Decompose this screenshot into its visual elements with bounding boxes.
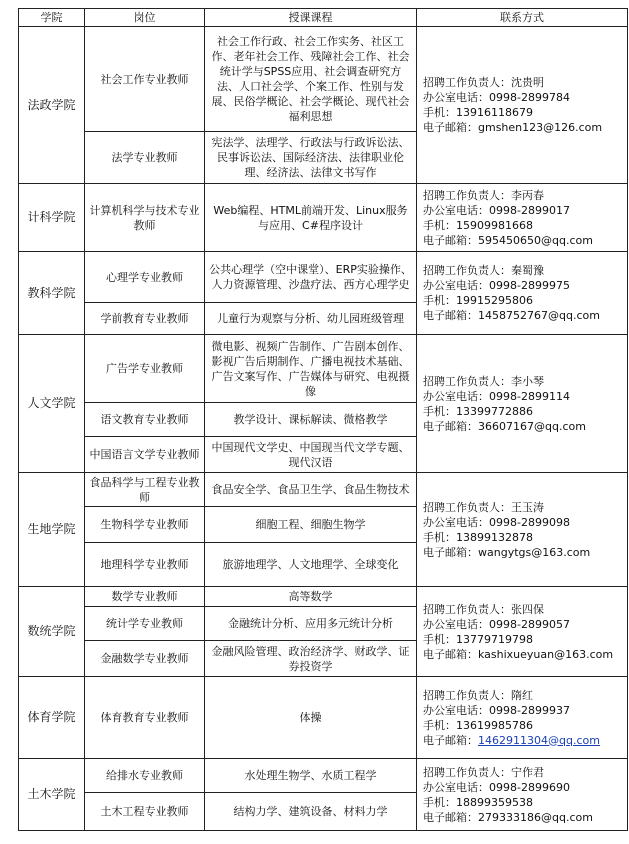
position-title: 生物科学专业教师 — [85, 507, 205, 543]
course-list: 中国现代文学史、中国现当代文学专题、现代汉语 — [205, 437, 417, 473]
contact-mobile: 手机：13779719798 — [423, 632, 533, 646]
contact-recruiter: 招聘工作负责人：张四保 — [423, 602, 544, 616]
position-title: 食品科学与工程专业教师 — [85, 473, 205, 507]
contact-mobile: 手机：18899359538 — [423, 795, 533, 809]
contact-email: 电子邮箱：595450650@qq.com — [423, 233, 593, 247]
course-list: 结构力学、建筑设备、材料力学 — [205, 793, 417, 831]
table-row — [19, 473, 628, 507]
table-row — [19, 27, 628, 132]
position-title: 广告学专业教师 — [85, 335, 205, 403]
position-title: 数学专业教师 — [85, 587, 205, 607]
header-contact: 联系方式 — [417, 9, 628, 27]
contact-info — [417, 335, 628, 473]
position-title: 土木工程专业教师 — [85, 793, 205, 831]
course-list: 高等数学 — [205, 587, 417, 607]
college-name: 体育学院 — [19, 677, 85, 759]
recruitment-table — [18, 8, 628, 831]
contact-email: 电子邮箱：279333186@qq.com — [423, 810, 593, 824]
course-list: 细胞工程、细胞生物学 — [205, 507, 417, 543]
college-name: 生地学院 — [19, 473, 85, 587]
course-list: 金融统计分析、应用多元统计分析 — [205, 607, 417, 641]
course-list: 食品安全学、食品卫生学、食品生物技术 — [205, 473, 417, 507]
contact-office-phone: 办公室电话：0998-2899017 — [423, 203, 570, 217]
contact-info — [417, 473, 628, 587]
course-list: 公共心理学（空中课堂）、ERP实验操作、人力资源管理、沙盘疗法、西方心理学史 — [205, 252, 417, 303]
contact-mobile: 手机：13619985786 — [423, 718, 533, 732]
header-college: 学院 — [19, 9, 85, 27]
contact-recruiter: 招聘工作负责人：秦蜀豫 — [423, 264, 544, 277]
contact-email: 电子邮箱：1458752767@qq.com — [423, 309, 600, 322]
college-name: 人文学院 — [19, 335, 85, 473]
contact-office-phone: 办公室电话：0998-2899690 — [423, 780, 570, 794]
header-courses: 授课课程 — [205, 9, 417, 27]
position-title: 中国语言文学专业教师 — [85, 437, 205, 473]
table-row — [19, 759, 628, 793]
contact-mobile: 手机：13399772886 — [423, 404, 533, 418]
contact-email-label: 电子邮箱： — [423, 733, 478, 747]
contact-office-phone: 办公室电话：0998-2899784 — [423, 91, 570, 104]
contact-mobile: 手机：13899132878 — [423, 530, 533, 544]
table-row — [19, 587, 628, 607]
college-name: 数统学院 — [19, 587, 85, 677]
position-title: 心理学专业教师 — [85, 252, 205, 303]
header-position: 岗位 — [85, 9, 205, 27]
contact-email — [423, 733, 623, 748]
contact-email: 电子邮箱：36607167@qq.com — [423, 419, 586, 433]
position-title: 体育教育专业教师 — [85, 677, 205, 759]
course-list: 金融风险管理、政治经济学、财政学、证券投资学 — [205, 641, 417, 677]
contact-office-phone: 办公室电话：0998-2899975 — [423, 279, 570, 292]
position-title: 统计学专业教师 — [85, 607, 205, 641]
contact-info — [417, 184, 628, 252]
contact-email: 电子邮箱：gmshen123@126.com — [423, 121, 603, 134]
position-title: 社会工作专业教师 — [85, 27, 205, 132]
contact-info — [417, 759, 628, 831]
course-list: Web编程、HTML前端开发、Linux服务与应用、C#程序设计 — [205, 184, 417, 252]
contact-office-phone: 办公室电话：0998-2899937 — [423, 703, 570, 717]
course-list: 宪法学、法理学、行政法与行政诉讼法、民事诉讼法、国际经济法、法律职业伦理、经济法、法律文书写作 — [205, 132, 417, 184]
contact-office-phone: 办公室电话：0998-2899098 — [423, 515, 570, 529]
course-list: 社会工作行政、社会工作实务、社区工作、老年社会工作、残障社会工作、社会统计学与SPSS应用、社会调查研究方法、人口社会学、个案工作、性别与发展、民俗学概论、社会学概论、现代社会福利思想 — [205, 27, 417, 132]
course-list: 教学设计、课标解读、微格教学 — [205, 403, 417, 437]
contact-mobile: 手机：15909981668 — [423, 218, 533, 232]
contact-info — [417, 252, 628, 335]
contact-mobile: 手机：13916118679 — [423, 106, 533, 119]
contact-recruiter: 招聘工作负责人：李丙春 — [423, 188, 544, 202]
contact-email: 电子邮箱：wangytgs@163.com — [423, 545, 591, 559]
position-title: 地理科学专业教师 — [85, 543, 205, 587]
position-title: 语文教育专业教师 — [85, 403, 205, 437]
contact-office-phone: 办公室电话：0998-2899114 — [423, 389, 570, 403]
course-list: 体操 — [205, 677, 417, 759]
contact-recruiter: 招聘工作负责人：李小琴 — [423, 374, 544, 388]
contact-recruiter: 招聘工作负责人：沈贵明 — [423, 76, 544, 89]
table-row — [19, 335, 628, 403]
table-row — [19, 184, 628, 252]
contact-mobile: 手机：19915295806 — [423, 294, 533, 307]
table-row — [19, 677, 628, 759]
position-title: 计算机科学与技术专业教师 — [85, 184, 205, 252]
position-title: 金融数学专业教师 — [85, 641, 205, 677]
college-name: 教科学院 — [19, 252, 85, 335]
position-title: 给排水专业教师 — [85, 759, 205, 793]
table-header-row — [19, 9, 628, 27]
contact-info — [417, 27, 628, 184]
course-list: 水处理生物学、水质工程学 — [205, 759, 417, 793]
contact-office-phone: 办公室电话：0998-2899057 — [423, 617, 570, 631]
position-title: 法学专业教师 — [85, 132, 205, 184]
contact-email: 电子邮箱：kashixueyuan@163.com — [423, 647, 614, 661]
contact-info — [417, 587, 628, 677]
contact-recruiter: 招聘工作负责人：王玉涛 — [423, 500, 544, 514]
college-name: 土木学院 — [19, 759, 85, 831]
contact-recruiter: 招聘工作负责人：宁作君 — [423, 765, 544, 779]
course-list: 儿童行为观察与分析、幼儿园班级管理 — [205, 303, 417, 335]
course-list: 微电影、视频广告制作、广告剧本创作、影视广告后期制作、广播电视技术基础、广告文案写作、广告媒体与研究、电视摄像 — [205, 335, 417, 403]
contact-recruiter: 招聘工作负责人：隋红 — [423, 688, 533, 702]
contact-info — [417, 677, 628, 759]
table-row — [19, 252, 628, 303]
college-name: 计科学院 — [19, 184, 85, 252]
course-list: 旅游地理学、人文地理学、全球变化 — [205, 543, 417, 587]
college-name: 法政学院 — [19, 27, 85, 184]
contact-email-link[interactable]: 1462911304@qq.com — [478, 733, 600, 747]
position-title: 学前教育专业教师 — [85, 303, 205, 335]
